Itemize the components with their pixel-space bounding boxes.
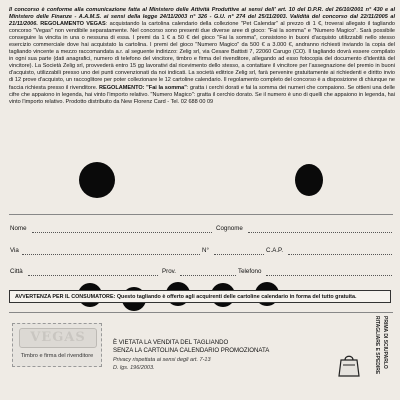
notice-line-4: D. lgs. 196/2003. (113, 364, 155, 371)
side-line-1: PRIMA DI SCIUPARLO (382, 316, 388, 369)
form-top-rule (9, 214, 393, 215)
via-field[interactable] (22, 254, 200, 255)
cap-label: C.A.P. (266, 247, 284, 254)
provincia-field[interactable] (180, 275, 236, 276)
rules-body: : acquistando la cartolina calendario della collezione "Pet Calendar" al prezzo di 1 €, troverai allegato il tagliando concorso "Vegas" non vendibile separatamente. Nel concorso sono presenti due diverse aree di gioco: "Fai la somma" e "Numero Magico". Sarà possibile conseguire la vincita in una o nessuna di essa. I premi da 1 € a 50 € del gioco "Fai la somma", consistono in buoni d'acquisto utilizzabili nello stesso esercizio commerciale dove hai acquistato la cartolina. I premi del gioco "Numero Magico" da 500 € a 3.000 €, andranno richiesti inviando la copia del tagliando vincente a mezzo raccomandata a.r. al seguente indirizzo: Zelig srl, via Cesare Battisti 7, 22060 Carugo (CO). Il tagliando dovrà essere compilato in ogni sua parte (dati anagrafici, numero di telefono del vincitore, timbro e firma del rivenditore, allegando ad esso fotocopia del documento d'identità del vincitore). La Società Zelig srl, provvederà entro 15 gg lavorativi dal ricevimento dello stesso, a contattare il vincitore per l'assegnazione del premio in buoni d'acquisto, utilizzabili presso uno dei punti convenzionati da noi indicati. La società editrice Zelig srl, farà pervenire gratuitamente ai richiedenti e diritto invio di 12 prove d'acquisto, un raccoglitore per poter collezionare le 12 cartoline calendario. Il regolamento completo del concorso è a disposizione di chiunque ne faccia richiesta presso il rivenditore. (9, 21, 395, 91)
cognome-label: Cognome (216, 225, 243, 232)
contest-rules-text (9, 7, 395, 106)
via-label: Via (10, 247, 19, 254)
telefono-field[interactable] (266, 275, 392, 276)
game-rules-body: : gratta i cerchi dorati e fai la somma dei numeri che compaiono. Se ottieni una delle cifre che appaiono in legenda, hai vinto l'importo relativo. "Numero Magico": gratta il cerchio dorato. Se il numero è uno di quelli che appaiono in legenda, hai vinto l'importo relativo. Prodotto distribuito da New Florenz Card - Tel. 02 688 00 09 (9, 84, 395, 105)
vegas-logo: VEGAS (19, 328, 97, 348)
numero-field[interactable] (214, 254, 264, 255)
stamp-caption: Timbro e firma del rivenditore (20, 353, 94, 359)
notice-line-2: SENZA LA CARTOLINA CALENDARIO PROMOZIONATA (113, 347, 270, 355)
rules-heading: REGOLAMENTO VEGAS (40, 21, 106, 28)
nome-label: Nome (10, 225, 27, 232)
nome-field[interactable] (32, 232, 212, 233)
side-line-2: RITAGLIARE E SPEDIRE (374, 316, 380, 375)
cap-field[interactable] (288, 254, 392, 255)
gift-bag-icon (337, 352, 361, 378)
citta-label: Città (10, 268, 23, 275)
retailer-stamp-box[interactable] (12, 323, 102, 367)
provincia-label: Prov. (162, 268, 176, 275)
contest-intro: Il concorso è conforme alla comunicazione fatta al Ministero delle Attività Produttive ai sensi dell' art. 10 del D.P.R. del 26/10/2001 n° 430 e al Ministero delle Finanze - A.A.M.S. ai sensi della legge 24/11/2003 n° 326 - G.U. n° 274 del 25/11/2003. Validità del concorso dal 22/11/2005 al 21/11/2006. (9, 7, 395, 28)
game-rules-heading: REGOLAMENTO: "Fai la somma" (99, 84, 187, 91)
notice-line-3: Privacy rispettata ai sensi degli art. 7-13 (113, 356, 211, 363)
scratch-circle[interactable] (79, 162, 115, 198)
citta-field[interactable] (28, 275, 158, 276)
notice-line-1: È VIETATA LA VENDITA DEL TAGLIANDO (113, 339, 229, 346)
scratch-circle[interactable] (295, 164, 323, 196)
sale-notice (113, 339, 269, 372)
telefono-label: Telefono (238, 268, 262, 275)
consumer-warning: AVVERTENZA PER IL CONSUMATORE: Questo tagliando è offerto agli acquirenti delle cartoline calendario in forma del tutto gratuita. (9, 290, 391, 303)
numero-label: N° (202, 247, 209, 254)
cognome-field[interactable] (248, 232, 392, 233)
